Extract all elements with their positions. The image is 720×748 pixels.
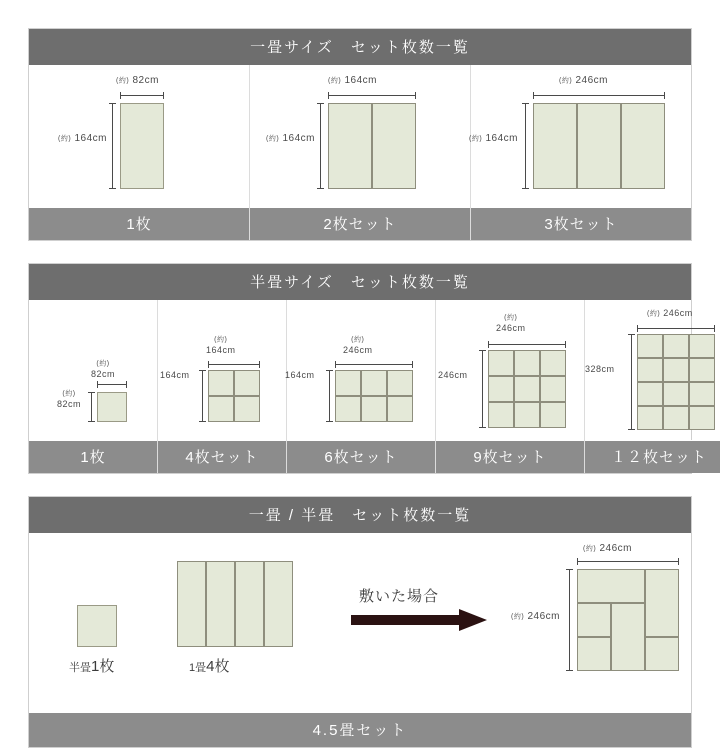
mat-piece	[578, 570, 644, 602]
label-half-9: 9枚セット	[436, 440, 584, 473]
mat-piece	[638, 407, 662, 429]
label-half-1: 1枚	[29, 440, 157, 473]
dimline-width-half-9	[488, 344, 566, 345]
figure-result	[511, 543, 699, 673]
dim-label-height-full-3: (約) 164cm	[469, 133, 518, 144]
dimline-width-half-6	[335, 364, 413, 365]
dimline-width-half-1	[97, 384, 127, 385]
label-full-1: 1枚	[29, 207, 249, 240]
mat-piece	[489, 403, 513, 427]
dim-label-height-half-1: (約) 82cm	[57, 390, 82, 409]
mat-group-3	[533, 103, 665, 189]
mat-piece	[209, 371, 233, 395]
mat-piece	[664, 383, 688, 405]
mat-piece	[690, 335, 714, 357]
dim-label-width-half-12: (約) 246cm	[647, 308, 693, 318]
cell-half-4	[158, 300, 287, 473]
mat-piece	[235, 371, 259, 395]
cell-half-6	[287, 300, 436, 473]
mat-piece	[235, 397, 259, 421]
mat-group-12	[637, 334, 715, 430]
figure-half-4	[158, 300, 286, 440]
dim-label-width-half-1: (約) 82cm	[91, 360, 116, 379]
dim-label-width-half-4: (約) 164cm	[206, 336, 236, 355]
label-half-4: 4枚セット	[158, 440, 286, 473]
dimline-height-half-6	[329, 370, 330, 422]
panel-full-tatami	[28, 28, 692, 241]
caption-full-4: 1畳4枚	[189, 658, 230, 675]
cell-full-1	[29, 65, 250, 240]
cell-full-2	[250, 65, 471, 240]
figure-half-1	[29, 300, 157, 440]
mat-piece	[578, 104, 620, 188]
mat-layout-4-5	[577, 569, 679, 671]
dim-label-height-half-9: 246cm	[438, 370, 468, 380]
dim-label-width-full-2: (約) 164cm	[328, 75, 377, 86]
caption-half-1: 半畳1枚	[69, 658, 115, 675]
dimline-width-full-3	[533, 95, 665, 96]
mat-piece	[638, 383, 662, 405]
mat-group-full-4	[177, 561, 293, 647]
dim-label-width-full-3: (約) 246cm	[559, 75, 608, 86]
mat-piece	[541, 377, 565, 401]
mat-piece	[236, 562, 263, 646]
mat-piece	[120, 103, 164, 189]
mat-piece	[178, 562, 205, 646]
arrow-right-icon	[351, 609, 487, 631]
mat-piece	[388, 371, 412, 395]
mat-group-4	[208, 370, 260, 422]
dimline-width-full-1	[120, 95, 164, 96]
cell-half-12	[585, 300, 720, 473]
dim-label-width-half-9: (約) 246cm	[496, 314, 526, 333]
arrow-text-label: 敷いた場合	[359, 588, 440, 605]
dimline-width-result	[577, 561, 679, 562]
mat-piece	[362, 397, 386, 421]
dim-label-height-half-12: 328cm	[585, 364, 615, 374]
mat-piece	[578, 604, 610, 636]
mat-piece	[534, 104, 576, 188]
mat-piece	[336, 371, 360, 395]
mat-piece	[638, 335, 662, 357]
panel-mixed-body	[29, 533, 691, 713]
panel-title-full: 一畳サイズ セット枚数一覧	[29, 29, 691, 65]
label-half-12: １２枚セット	[585, 440, 720, 473]
figure-half-6	[287, 300, 435, 440]
dimline-height-full-1	[112, 103, 113, 189]
figure-full-1	[29, 65, 249, 207]
dim-label-height-result: (約) 246cm	[511, 611, 560, 622]
mat-piece	[97, 392, 127, 422]
mat-piece	[489, 351, 513, 375]
label-full-2: 2枚セット	[250, 207, 470, 240]
mat-piece	[388, 397, 412, 421]
cell-full-3	[471, 65, 691, 240]
panel-mixed	[28, 496, 692, 748]
mat-piece	[336, 397, 360, 421]
mat-piece	[515, 403, 539, 427]
dimline-height-half-4	[202, 370, 203, 422]
panel-half-tatami	[28, 263, 707, 474]
dimline-height-half-9	[482, 350, 483, 428]
figure-half-9	[436, 300, 584, 440]
mat-piece	[638, 359, 662, 381]
mat-piece	[209, 397, 233, 421]
mat-piece	[373, 104, 415, 188]
mat-piece	[646, 638, 678, 670]
mat-piece	[515, 377, 539, 401]
dimline-height-half-1	[91, 392, 92, 422]
figure-full-3	[471, 65, 691, 207]
mat-group-2	[328, 103, 416, 189]
mat-piece	[578, 638, 610, 670]
dim-label-width-half-6: (約) 246cm	[343, 336, 373, 355]
mat-piece	[664, 359, 688, 381]
dimline-width-full-2	[328, 95, 416, 96]
cell-half-9	[436, 300, 585, 473]
dimline-width-half-12	[637, 328, 715, 329]
mat-piece	[541, 403, 565, 427]
dim-label-height-half-6: 164cm	[285, 370, 315, 380]
dim-label-width-result: (約) 246cm	[583, 543, 632, 554]
dim-label-width-full-1: (約) 82cm	[116, 75, 159, 86]
label-mixed-footer: 4.5畳セット	[29, 713, 691, 747]
cell-half-1	[29, 300, 158, 473]
mat-piece	[541, 351, 565, 375]
mat-piece	[362, 371, 386, 395]
mat-piece	[265, 562, 292, 646]
dimline-width-half-4	[208, 364, 260, 365]
mat-piece	[612, 604, 644, 670]
mat-piece	[690, 383, 714, 405]
label-half-6: 6枚セット	[287, 440, 435, 473]
dim-label-height-full-2: (約) 164cm	[266, 133, 315, 144]
mat-piece	[515, 351, 539, 375]
dimline-height-full-2	[320, 103, 321, 189]
mat-piece-half-single	[77, 605, 117, 647]
mat-group-9	[488, 350, 566, 428]
mat-piece	[690, 359, 714, 381]
panel-title-mixed: 一畳 / 半畳 セット枚数一覧	[29, 497, 691, 533]
dim-label-height-half-4: 164cm	[160, 370, 190, 380]
mat-piece	[646, 570, 678, 636]
figure-half-12	[585, 300, 720, 440]
dimline-height-result	[569, 569, 570, 671]
panel-title-half: 半畳サイズ セット枚数一覧	[29, 264, 691, 300]
mat-piece	[207, 562, 234, 646]
dimline-height-half-12	[631, 334, 632, 430]
mat-piece	[622, 104, 664, 188]
mat-piece	[664, 407, 688, 429]
dimline-height-full-3	[525, 103, 526, 189]
mat-piece	[329, 104, 371, 188]
mat-group-6	[335, 370, 413, 422]
mat-piece	[489, 377, 513, 401]
mat-piece	[690, 407, 714, 429]
dim-label-height-full-1: (約) 164cm	[58, 133, 107, 144]
figure-full-2	[250, 65, 470, 207]
mat-piece	[664, 335, 688, 357]
label-full-3: 3枚セット	[471, 207, 691, 240]
